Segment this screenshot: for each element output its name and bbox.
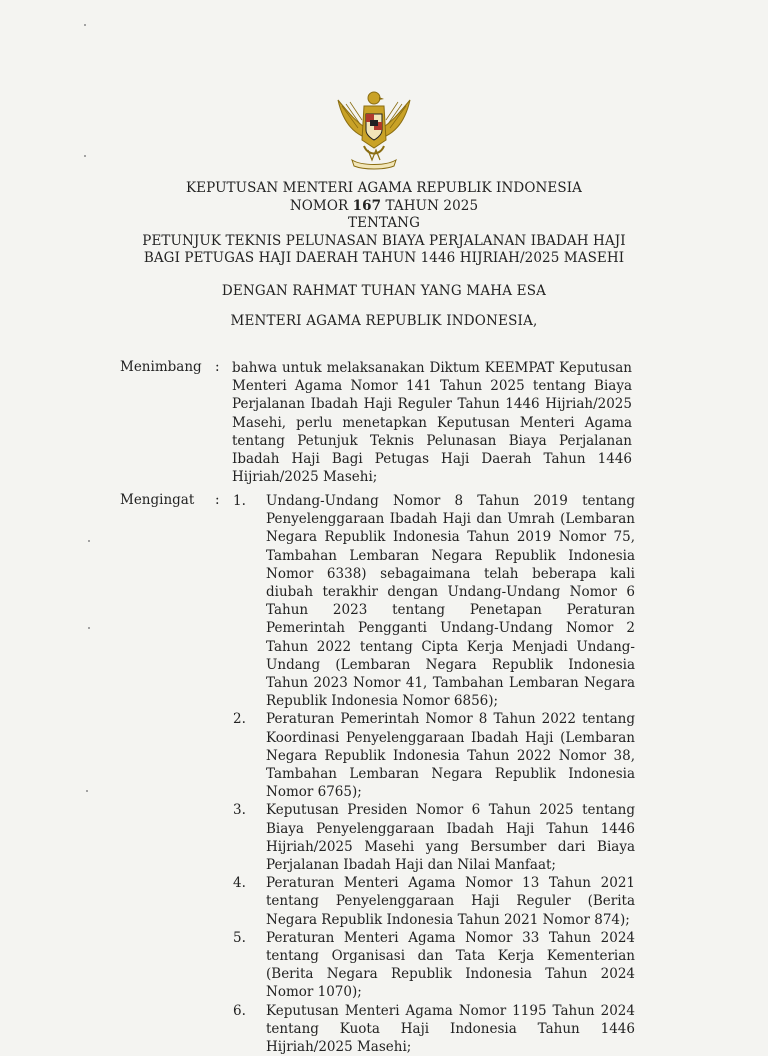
list-item-text: Keputusan Menteri Agama Nomor 1195 Tahun 2024 tentang Kuota Haji Indonesia Tahun 1446 Hijriah/2025 Masehi;	[266, 1002, 635, 1056]
list-item-text: Keputusan Presiden Nomor 6 Tahun 2025 tentang Biaya Penyelenggaraan Ibadah Haji Tahun 1446 Hijriah/2025 Masehi yang Bersumber dari Biaya Perjalanan Ibadah Haji dan Nilai Manfaat;	[266, 802, 635, 874]
invocation: DENGAN RAHMAT TUHAN YANG MAHA ESA	[221, 283, 547, 299]
subject-line-1: PETUNJUK TEKNIS PELUNASAN BIAYA PERJALANAN IBADAH HAJI	[142, 232, 626, 249]
mengingat-colon: :	[215, 492, 220, 508]
document-title: KEPUTUSAN MENTERI AGAMA REPUBLIK INDONESIA	[185, 180, 582, 196]
subject-line-2: BAGI PETUGAS HAJI DAERAH TAHUN 1446 HIJRIAH/2025 MASEHI	[143, 250, 625, 266]
nomor-prefix: NOMOR	[289, 197, 349, 214]
scan-speck	[88, 627, 90, 629]
list-item-number: 3.	[233, 802, 246, 819]
list-item-text: Peraturan Menteri Agama Nomor 13 Tahun 2021 tentang Penyelenggaraan Haji Reguler (Berita Negara Republik Indonesia Tahun 2021 Nomor 874);	[266, 875, 635, 928]
scan-speck	[86, 790, 88, 792]
tentang-label: TENTANG	[348, 215, 420, 231]
list-item	[233, 710, 635, 801]
list-item-number: 1.	[233, 493, 246, 509]
list-item	[233, 801, 635, 874]
menimbang-colon: :	[215, 359, 220, 375]
list-item-number: 6.	[233, 1002, 246, 1019]
list-item-number: 4.	[233, 875, 246, 892]
garuda-emblem-icon	[328, 80, 420, 172]
list-item	[233, 492, 635, 710]
nomor-number: 167	[352, 197, 382, 214]
menimbang-text: bahwa untuk melaksanakan Diktum KEEMPAT Keputusan Menteri Agama Nomor 141 Tahun 2025 tentang Biaya Perjalanan Ibadah Haji Reguler Tahun 1446 Hijriah/2025 Masehi, perlu menetapkan Keputusan Menteri Agama tentang Petunjuk Teknis Pelunasan Biaya Perjalanan Ibadah Haji Bagi Petugas Haji Daerah Tahun 1446 Hijriah/2025 Masehi;	[232, 360, 632, 486]
scan-speck	[84, 24, 86, 26]
mengingat-list	[233, 492, 635, 1056]
list-item-text: Peraturan Menteri Agama Nomor 33 Tahun 2024 tentang Organisasi dan Tata Kerja Kementerian (Berita Negara Republik Indonesia Tahun 2024 Nomor 1070);	[266, 929, 635, 1001]
mengingat-label: Mengingat	[120, 492, 195, 508]
list-item-text: Peraturan Pemerintah Nomor 8 Tahun 2022 tentang Koordinasi Penyelenggaraan Ibadah Haji (Lembaran Negara Republik Indonesia Tahun 2022 Nomor 38, Tambahan Lembaran Negara Republik Indonesia Nomor 6765);	[266, 711, 635, 801]
list-item-number: 5.	[233, 929, 246, 946]
scan-speck	[84, 155, 86, 157]
scan-speck	[88, 540, 90, 542]
list-item	[233, 929, 635, 1002]
list-item	[233, 1002, 635, 1056]
nomor-year: TAHUN 2025	[385, 197, 479, 214]
document-number	[100, 198, 668, 216]
list-item	[233, 874, 635, 929]
document-header	[100, 180, 668, 268]
list-item-text: Undang-Undang Nomor 8 Tahun 2019 tentang Penyelenggaraan Ibadah Haji dan Umrah (Lembaran Negara Republik Indonesia Tahun 2019 Nomor 75, Tambahan Lembaran Negara Republik Indonesia Nomor 6338) sebagaimana telah beberapa kali diubah terakhir dengan Undang-Undang Nomor 6 Tahun 2023 tentang Penetapan Peraturan Pemerintah Pengganti Undang-Undang Nomor 2 Tahun 2022 tentang Cipta Kerja Menjadi Undang-Undang (Lembaran Negara Republik Indonesia Tahun 2023 Nomor 41, Tambahan Lembaran Negara Republik Indonesia Nomor 6856);	[266, 493, 635, 710]
list-item-number: 2.	[233, 711, 246, 728]
menimbang-label: Menimbang	[120, 359, 202, 375]
authority-line: MENTERI AGAMA REPUBLIK INDONESIA,	[230, 313, 538, 329]
